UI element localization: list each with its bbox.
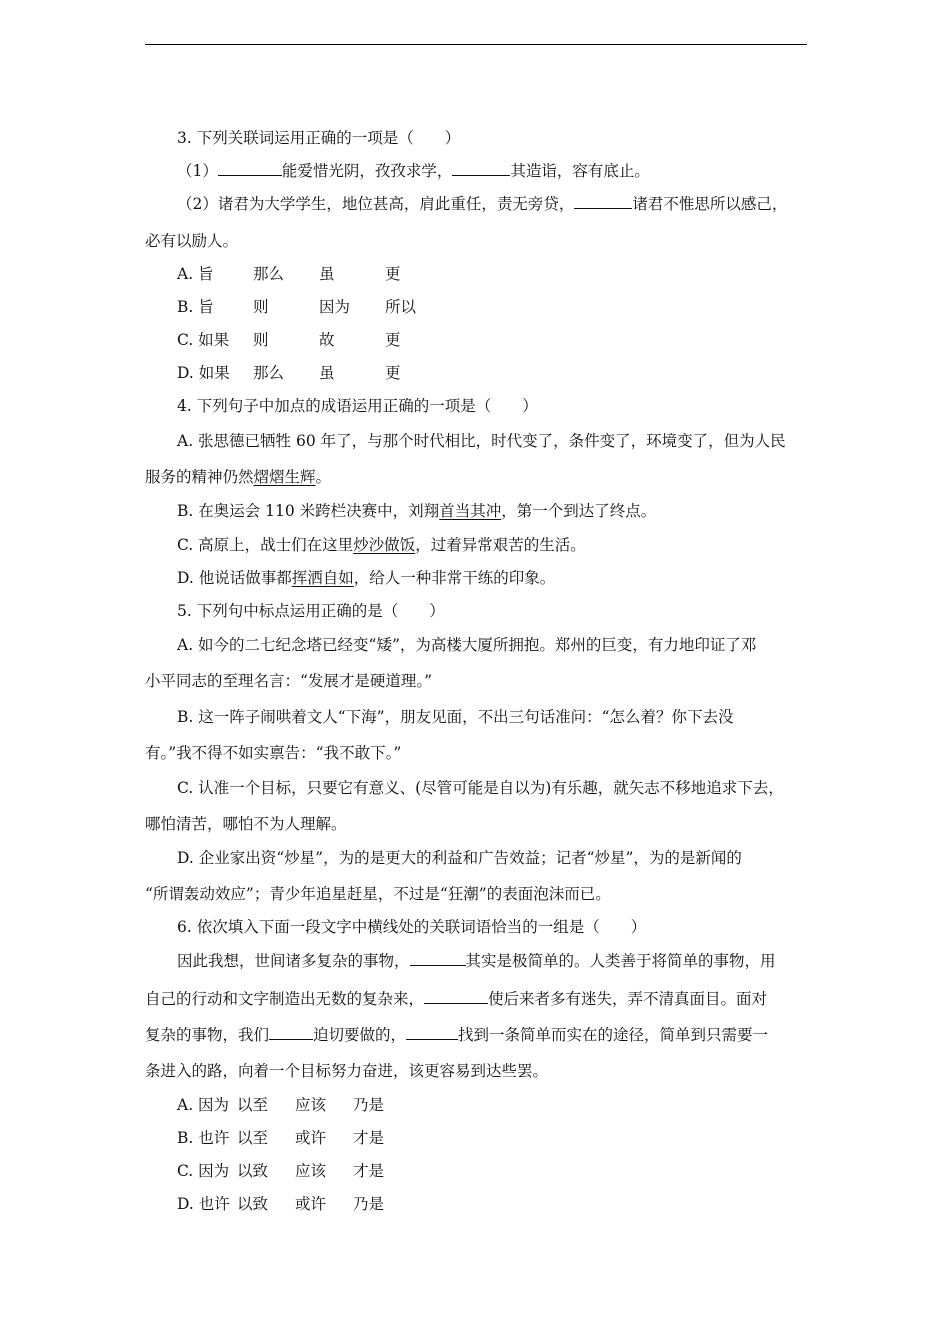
option-label: C. 如果 <box>177 331 230 349</box>
q3-s2-a: （2）诸君为大学学生，地位甚高，肩此重任，责无旁贷， <box>177 195 575 213</box>
option-word: 或许 <box>295 1195 327 1213</box>
passage-text: 迫切要做的， <box>313 1026 407 1044</box>
passage-text: 其实是极简单的。人类善于将简单的事物，用 <box>465 952 776 970</box>
header-rule <box>145 44 807 45</box>
option-text: 。 <box>315 468 332 486</box>
option-word: 那么 <box>253 265 285 283</box>
fill-blank <box>452 161 510 176</box>
option-label: A. 旨 <box>177 265 214 283</box>
fill-blank <box>574 194 632 209</box>
fill-blank <box>424 989 488 1004</box>
q4-option-a-line1: A. 张思德已牺牲 60 年了，与那个时代相比，时代变了，条件变了，环境变了，但为人民 <box>177 432 786 450</box>
passage-text: 找到一条简单而实在的途径，简单到只需要一 <box>458 1026 769 1044</box>
q3-s1-b: 能爱惜光阴，孜孜求学， <box>281 162 453 180</box>
q6-option-b <box>177 1128 847 1148</box>
option-label: D. 也许 <box>177 1195 230 1213</box>
dotted-idiom: 首当其冲 <box>439 502 502 520</box>
q4-option-a-line2 <box>145 467 815 487</box>
option-word: 才是 <box>353 1129 385 1147</box>
q4-option-b <box>177 501 847 521</box>
fill-blank <box>410 951 466 966</box>
dotted-idiom: 挥洒自如 <box>291 569 354 587</box>
passage-text: 自己的行动和文字制造出无数的复杂来， <box>145 990 425 1008</box>
q5-option-d-line1: D. 企业家出资“炒星”，为的是更大的利益和广告效益；记者“炒星”，为的是新闻的 <box>177 849 742 867</box>
q3-stem: 3. 下列关联词运用正确的一项是（ ） <box>177 129 461 147</box>
option-text: C. 高原上，战士们在这里 <box>177 536 354 554</box>
passage-text: 因此我想，世间诸多复杂的事物， <box>177 952 410 970</box>
option-word: 应该 <box>295 1162 327 1180</box>
q3-option-c <box>177 330 847 350</box>
option-text: D. 他说话做事都 <box>177 569 292 587</box>
q6-option-c <box>177 1161 847 1181</box>
dotted-idiom: 熠熠生辉 <box>253 468 316 486</box>
option-word: 以致 <box>237 1162 269 1180</box>
option-label: A. 因为 <box>177 1096 230 1114</box>
option-word: 乃是 <box>353 1096 385 1114</box>
q3-option-b <box>177 297 847 317</box>
option-text: ，第一个到达了终点。 <box>501 502 657 520</box>
q5-option-c-line2: 哪怕清苦，哪怕不为人理解。 <box>145 815 347 833</box>
q6-passage-line1 <box>177 951 847 971</box>
q6-option-d <box>177 1194 847 1214</box>
q3-option-a <box>177 264 847 284</box>
q3-option-d <box>177 363 847 383</box>
option-word: 以至 <box>237 1129 269 1147</box>
q4-option-d <box>177 568 847 588</box>
option-word: 那么 <box>253 364 285 382</box>
q6-option-a <box>177 1095 847 1115</box>
q5-option-b-line2: 有。”我不得不如实禀告：“我不敢下。” <box>145 744 402 762</box>
option-word: 则 <box>253 331 269 349</box>
q5-option-a-line1: A. 如今的二七纪念塔已经变“矮”，为高楼大厦所拥抱。郑州的巨变，有力地印证了邓 <box>177 636 757 654</box>
dotted-idiom: 炒沙做饭 <box>353 536 416 554</box>
q6-passage-line2 <box>145 989 815 1009</box>
option-word: 虽 <box>319 364 335 382</box>
q3-sentence-2 <box>177 194 847 214</box>
passage-text: 复杂的事物，我们 <box>145 1026 270 1044</box>
option-word: 以至 <box>237 1096 269 1114</box>
q3-sentence-2-cont: 必有以励人。 <box>145 232 239 250</box>
q5-option-d-line2: “所谓轰动效应”；青少年追星赶星，不过是“狂潮”的表面泡沫而已。 <box>145 885 611 903</box>
q6-passage-line4: 条进入的路，向着一个目标努力奋进，该更容易到达些罢。 <box>145 1062 549 1080</box>
q5-option-b-line1: B. 这一阵子闹哄着文人“下海”，朋友见面，不出三句话准问：“怎么着？你下去没 <box>177 708 734 726</box>
option-word: 以致 <box>237 1195 269 1213</box>
fill-blank <box>218 161 282 176</box>
passage-text: 使后来者多有迷失，弄不清真面目。面对 <box>488 990 768 1008</box>
option-text: ，过着异常艰苦的生活。 <box>415 536 586 554</box>
q6-stem: 6. 依次填入下面一段文字中横线处的关联词语恰当的一组是（ ） <box>177 918 647 936</box>
option-text: ，给人一种非常干练的印象。 <box>353 569 556 587</box>
option-word: 所以 <box>385 298 417 316</box>
option-label: C. 因为 <box>177 1162 230 1180</box>
q4-stem: 4. 下列句子中加点的成语运用正确的一项是（ ） <box>177 397 538 415</box>
option-text: B. 在奥运会 110 米跨栏决赛中，刘翔 <box>177 502 440 520</box>
q5-option-c-line1: C. 认准一个目标，只要它有意义、(尽管可能是自以为)有乐趣，就矢志不移地追求下去， <box>177 779 784 797</box>
option-word: 虽 <box>319 265 335 283</box>
q3-s1-a: （1） <box>177 162 218 180</box>
q3-s2-b: 诸君不惟思所以感己， <box>632 195 788 213</box>
option-word: 或许 <box>295 1129 327 1147</box>
q5-stem: 5. 下列句中标点运用正确的是（ ） <box>177 602 445 620</box>
option-word: 才是 <box>353 1162 385 1180</box>
q4-option-c <box>177 535 847 555</box>
option-word: 乃是 <box>353 1195 385 1213</box>
q3-s1-c: 其造诣，容有底止。 <box>510 162 650 180</box>
q6-passage-line3 <box>145 1025 815 1045</box>
option-word: 故 <box>319 331 335 349</box>
option-label: B. 旨 <box>177 298 214 316</box>
option-label: B. 也许 <box>177 1129 230 1147</box>
q3-sentence-1 <box>177 161 847 181</box>
q5-option-a-line2: 小平同志的至理名言：“发展才是硬道理。” <box>145 672 433 690</box>
option-word: 则 <box>253 298 269 316</box>
fill-blank <box>269 1025 313 1040</box>
option-word: 更 <box>385 265 401 283</box>
fill-blank <box>406 1025 458 1040</box>
option-word: 因为 <box>319 298 351 316</box>
option-label: D. 如果 <box>177 364 230 382</box>
option-word: 应该 <box>295 1096 327 1114</box>
option-text: 服务的精神仍然 <box>145 468 254 486</box>
option-word: 更 <box>385 364 401 382</box>
option-word: 更 <box>385 331 401 349</box>
